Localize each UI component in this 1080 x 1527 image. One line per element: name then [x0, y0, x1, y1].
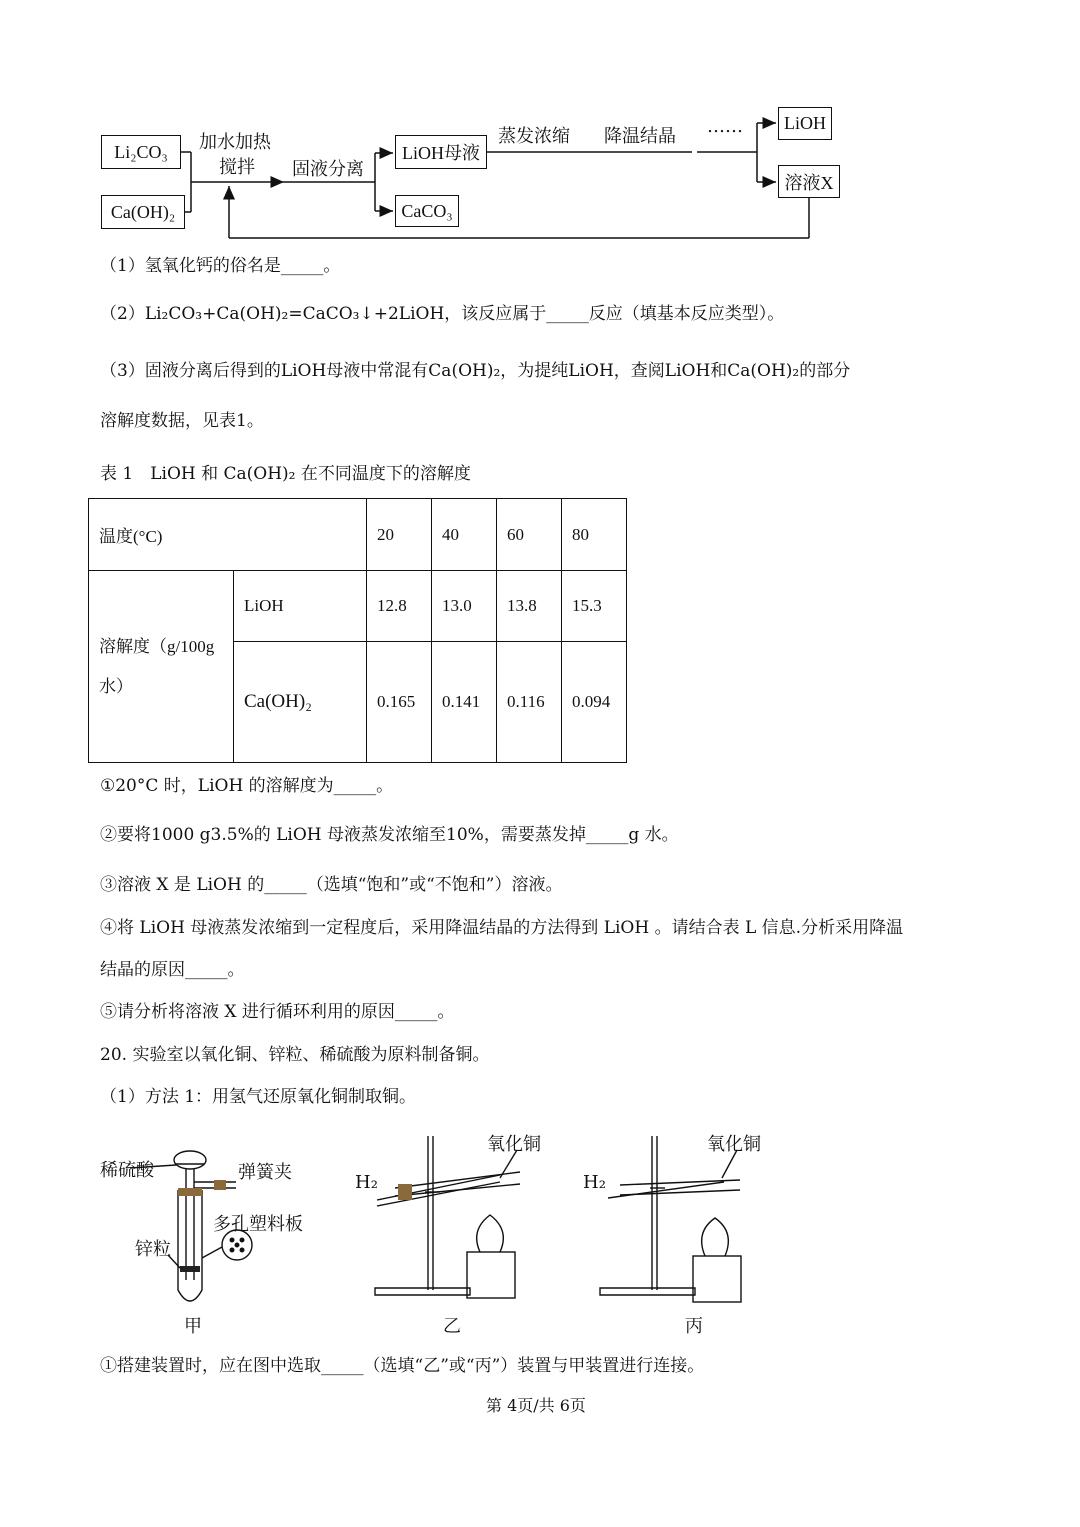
question-2: （2）Li₂CO₃+Ca(OH)₂=CaCO₃↓+2LiOH，该反应属于_____反应（填基本反应类型）。 — [100, 304, 785, 324]
yi-caption: 乙 — [443, 1316, 461, 1337]
yi-label-h2: H₂ — [355, 1172, 378, 1193]
flow-box-solution-x: 溶液X — [778, 165, 840, 198]
page-footer: 第 4页/共 6页 — [486, 1396, 586, 1415]
bing-label-cuo: 氧化铜 — [707, 1134, 761, 1155]
question-20-sub-1: ①搭建装置时，应在图中选取_____（选填“乙”或“丙”）装置与甲装置进行连接。 — [100, 1356, 705, 1376]
temp-header: 温度(°C) — [89, 499, 367, 571]
solubility-label — [89, 571, 234, 763]
sub-question-5: ⑤请分析将溶液 X 进行循环利用的原因_____。 — [100, 1002, 455, 1022]
table-caption: 表 1 LiOH 和 Ca(OH)₂ 在不同温度下的溶解度 — [100, 464, 471, 484]
flow-box-li2co3: Li₂CO₃ — [101, 135, 181, 169]
flow-step-stir: 搅拌 — [219, 157, 255, 178]
caoh2-40: 0.141 — [432, 642, 497, 763]
temp-80: 80 — [562, 499, 627, 571]
question-1: （1）氢氧化钙的俗名是_____。 — [100, 256, 341, 276]
temp-20: 20 — [367, 499, 432, 571]
caoh2-60: 0.116 — [497, 642, 562, 763]
question-20: 20. 实验室以氧化铜、锌粒、稀硫酸为原料制备铜。 — [100, 1045, 490, 1065]
sub-question-3: ③溶液 X 是 LiOH 的_____（选填“饱和”或“不饱和”）溶液。 — [100, 875, 563, 895]
question-20-1: （1）方法 1：用氢气还原氧化铜制取铜。 — [100, 1087, 417, 1107]
lioh-40: 13.0 — [432, 571, 497, 642]
jia-label-clip: 弹簧夹 — [238, 1162, 292, 1183]
yi-label-cuo: 氧化铜 — [487, 1134, 541, 1155]
sub-question-4-line2: 结晶的原因_____。 — [100, 960, 245, 980]
question-3-line1: （3）固液分离后得到的LiOH母液中常混有Ca(OH)₂，为提纯LiOH，查阅LiOH和Ca(OH)₂的部分 — [100, 361, 851, 381]
flow-box-caoh2: Ca(OH)₂ — [101, 195, 185, 229]
flow-dots: …… — [707, 116, 743, 137]
flow-step-separate: 固液分离 — [292, 159, 364, 180]
caoh2-20: 0.165 — [367, 642, 432, 763]
lioh-80: 15.3 — [562, 571, 627, 642]
solubility-label-line2: 水） — [99, 676, 133, 696]
lioh-label: LiOH — [234, 571, 367, 642]
bing-label-h2: H₂ — [583, 1172, 606, 1193]
lioh-60: 13.8 — [497, 571, 562, 642]
caoh2-80: 0.094 — [562, 642, 627, 763]
jia-label-plate: 多孔塑料板 — [213, 1214, 303, 1235]
bing-caption: 丙 — [685, 1316, 703, 1337]
lioh-20: 12.8 — [367, 571, 432, 642]
temp-60: 60 — [497, 499, 562, 571]
jia-label-acid: 稀硫酸 — [100, 1160, 154, 1181]
question-3-line2: 溶解度数据，见表1。 — [100, 411, 264, 431]
jia-caption: 甲 — [184, 1316, 202, 1337]
caoh2-label: Ca(OH)₂ — [234, 642, 367, 763]
flow-box-lioh: LiOH — [778, 107, 832, 140]
flow-step-cool: 降温结晶 — [604, 126, 676, 147]
temp-40: 40 — [432, 499, 497, 571]
flow-step-evaporate: 蒸发浓缩 — [498, 126, 570, 147]
sub-question-2: ②要将1000 g3.5%的 LiOH 母液蒸发浓缩至10%，需要蒸发掉_____g 水。 — [100, 825, 679, 845]
jia-label-zinc: 锌粒 — [135, 1239, 171, 1260]
solubility-label-line1: 溶解度（g/100g — [99, 636, 215, 656]
sub-question-1: ①20°C 时，LiOH 的溶解度为_____。 — [100, 776, 394, 796]
flow-box-mother-liquor: LiOH母液 — [395, 135, 487, 169]
flow-box-caco3: CaCO₃ — [395, 195, 459, 227]
sub-question-4-line1: ④将 LiOH 母液蒸发浓缩到一定程度后，采用降温结晶的方法得到 LiOH 。请结合表 L 信息.分析采用降温 — [100, 918, 904, 938]
solubility-table — [88, 498, 627, 763]
flow-step-heat: 加水加热 — [199, 132, 271, 153]
flow-arrows — [0, 0, 1080, 250]
